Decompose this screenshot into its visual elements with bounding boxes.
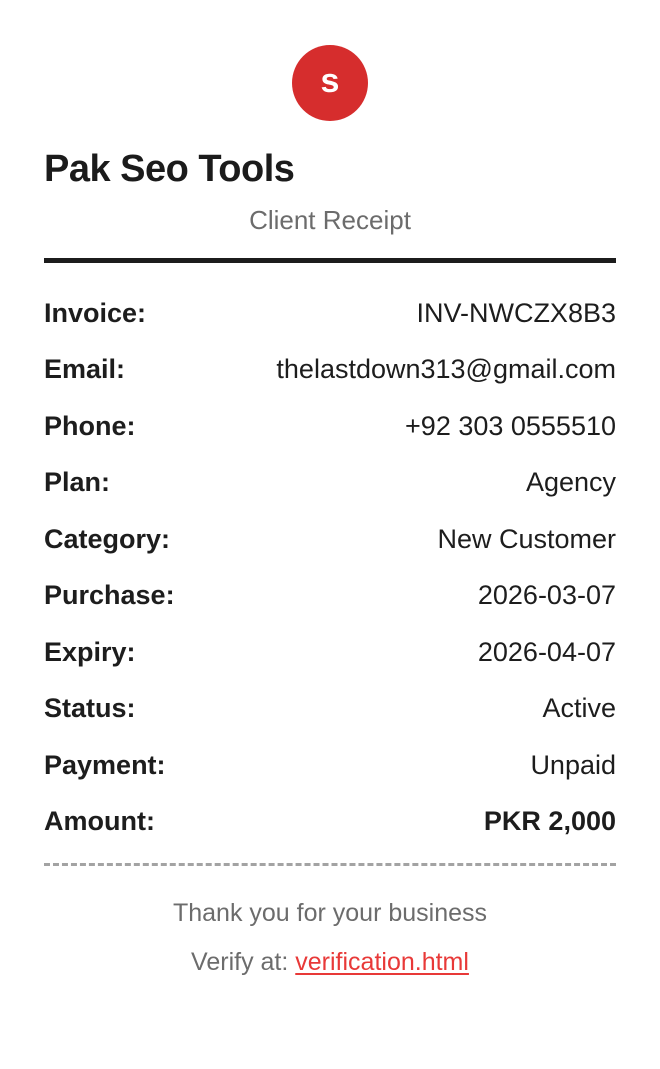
- email-label: Email:: [44, 354, 126, 385]
- row-email: [44, 342, 616, 399]
- status-value: Active: [542, 693, 616, 724]
- client-receipt: [0, 45, 660, 1069]
- row-status: [44, 681, 616, 738]
- expiry-value: 2026-04-07: [477, 636, 616, 667]
- expiry-label: Expiry:: [44, 636, 136, 667]
- email-value: thelastdown313@gmail.com: [276, 354, 616, 385]
- payment-value: Unpaid: [530, 749, 616, 780]
- purchase-value: 2026-03-07: [477, 580, 616, 611]
- row-amount: [44, 794, 616, 851]
- amount-label: Amount:: [44, 806, 155, 837]
- purchase-label: Purchase:: [44, 580, 175, 611]
- row-invoice: [44, 285, 616, 342]
- phone-value: +92 303 0555510: [405, 410, 616, 441]
- row-purchase: [44, 568, 616, 625]
- company-name: Pak Seo Tools: [44, 148, 295, 190]
- verify-line: [0, 947, 660, 977]
- receipt-title: Client Receipt: [249, 205, 411, 235]
- plan-value: Agency: [525, 467, 616, 498]
- amount-value: PKR 2,000: [483, 806, 616, 837]
- row-category: [44, 511, 616, 568]
- header-divider: [44, 258, 616, 263]
- row-plan: [44, 455, 616, 512]
- plan-label: Plan:: [44, 467, 111, 498]
- verification-link[interactable]: verification.html: [295, 948, 469, 976]
- logo-letter: s: [320, 62, 340, 100]
- thank-you-text: Thank you for your business: [172, 899, 488, 927]
- category-label: Category:: [44, 523, 171, 554]
- category-value: New Customer: [437, 523, 616, 554]
- payment-label: Payment:: [44, 749, 166, 780]
- row-payment: [44, 737, 616, 794]
- invoice-label: Invoice:: [44, 297, 147, 328]
- row-phone: [44, 398, 616, 455]
- verify-prefix: Verify at:: [191, 948, 289, 976]
- footer-dashed-divider: [44, 863, 616, 866]
- status-label: Status:: [44, 693, 136, 724]
- phone-label: Phone:: [44, 410, 136, 441]
- invoice-value: INV-NWCZX8B3: [416, 297, 616, 328]
- company-logo-badge: [292, 45, 368, 121]
- receipt-details: [44, 285, 616, 850]
- row-expiry: [44, 624, 616, 681]
